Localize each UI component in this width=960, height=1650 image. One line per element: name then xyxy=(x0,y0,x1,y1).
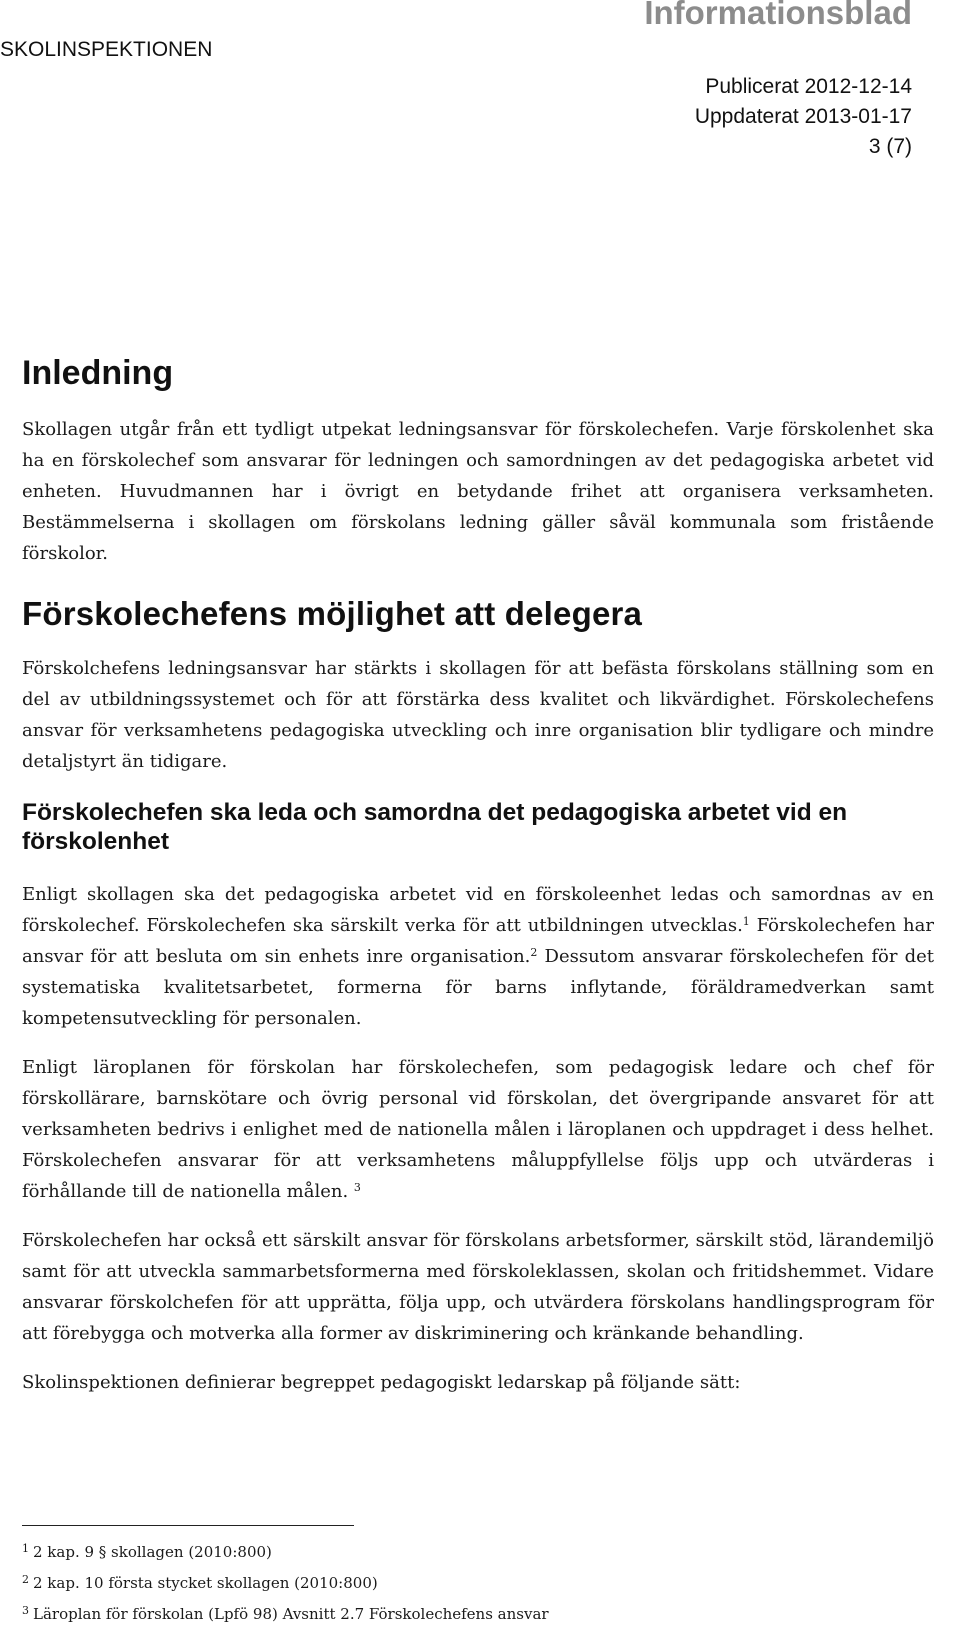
footnote-ref-3[interactable]: 3 xyxy=(353,1180,361,1194)
lead-p2-text: Enligt läroplanen för förskolan har förskolechefen, som pedagogisk ledare och chef för förskollärare, barnskötare och övrig personal vid förskolan, det övergripande ansvaret för att verksamheten bedrivs i enlighet med de nationella målen i läroplanen och uppdraget i dess helhet. Förskolechefen ansvarar för att verksamhetens måluppfyllelse följs upp och utvärderas i förhållande till de nationella målen. xyxy=(22,1056,934,1202)
lead-heading: Förskolechefen ska leda och samordna det pedagogiska arbetet vid en förskolenhet xyxy=(22,799,848,855)
organization-name: SKOLINSPEKTIONEN xyxy=(0,38,213,61)
lead-paragraph-1 xyxy=(22,879,934,1034)
footnote-3 xyxy=(22,1599,549,1630)
lead-paragraph-4: Skolinspektionen definierar begreppet pedagogiskt ledarskap på följande sätt: xyxy=(22,1371,741,1393)
document-type-title: Informationsblad xyxy=(644,0,912,31)
footnote-text: 2 kap. 9 § skollagen (2010:800) xyxy=(33,1543,272,1561)
lead-paragraph-3: Förskolechefen har också ett särskilt ansvar för förskolans arbetsformer, särskilt stöd, lärandemiljö samt för att utveckla sammarbetsformerna med förskoleklassen, skolan och fritidshemmet. Vidare ansvarar förskolchefen för att upprätta, följa upp, och utvärdera förskolans handlingsprogram för att förebygga och motverka alla former av diskriminering och kränkande behandling. xyxy=(22,1229,934,1344)
footnote-1 xyxy=(22,1537,549,1568)
delegate-heading: Förskolechefens möjlighet att delegera xyxy=(22,595,643,633)
lead-paragraph-2 xyxy=(22,1052,934,1207)
delegate-paragraph: Förskolchefens ledningsansvar har stärkts i skollagen för att befästa förskolans ställning som en del av utbildningssystemet och för att förstärka dess kvalitet och likvärdighet. Förskolechefens ansvar för verksamhetens pedagogiska utveckling och inre organisation blir tydligare och mindre detaljstyrt än tidigare. xyxy=(22,658,934,773)
lead-p1-part-c: Dessutom ansvarar förskolechefen för det systematiska kvalitetsarbetet, formerna för barns inflytande, föräldramedverkan samt kompetensutveckling för personalen. xyxy=(22,945,934,1029)
page-number: 3 (7) xyxy=(868,135,912,158)
footnote-number: 1 xyxy=(22,1542,29,1555)
published-date: Publicerat 2012-12-14 xyxy=(705,75,912,98)
footnote-ref-2[interactable]: 2 xyxy=(530,945,538,959)
footnote-2 xyxy=(22,1568,549,1599)
footnote-number: 3 xyxy=(22,1604,29,1617)
footnote-ref-1[interactable]: 1 xyxy=(742,914,750,928)
footnote-text: Läroplan för förskolan (Lpfö 98) Avsnitt 2.7 Förskolechefens ansvar xyxy=(33,1605,549,1623)
lead-p1-part-b: Förskolechefen har ansvar för att besluta om sin enhets inre organisation. xyxy=(22,914,934,967)
footnote-text: 2 kap. 10 första stycket skollagen (2010:800) xyxy=(33,1574,378,1592)
intro-paragraph: Skollagen utgår från ett tydligt utpekat ledningsansvar för förskolechefen. Varje förskolenhet ska ha en förskolechef som ansvarar för ledningen och samordningen av det pedagogiska arbetet vid enheten. Huvudmannen har i övrigt en betydande frihet att organisera verksamheten. Bestämmelserna i skollagen om förskolans ledning gäller såväl kommunala som fristående förskolor. xyxy=(22,419,934,565)
footnote-number: 2 xyxy=(22,1573,29,1586)
document-body xyxy=(22,355,934,1416)
lead-p1-part-a: Enligt skollagen ska det pedagogiska arbetet vid en förskoleenhet ledas och samordnas av en förskolechef. Förskolechefen ska särskilt verka för att utbildningen utvecklas. xyxy=(22,883,934,936)
updated-date: Uppdaterat 2013-01-17 xyxy=(694,105,912,128)
intro-heading: Inledning xyxy=(22,354,174,392)
footnote-divider xyxy=(22,1525,354,1526)
footnotes xyxy=(22,1537,549,1630)
document-meta xyxy=(695,72,912,162)
